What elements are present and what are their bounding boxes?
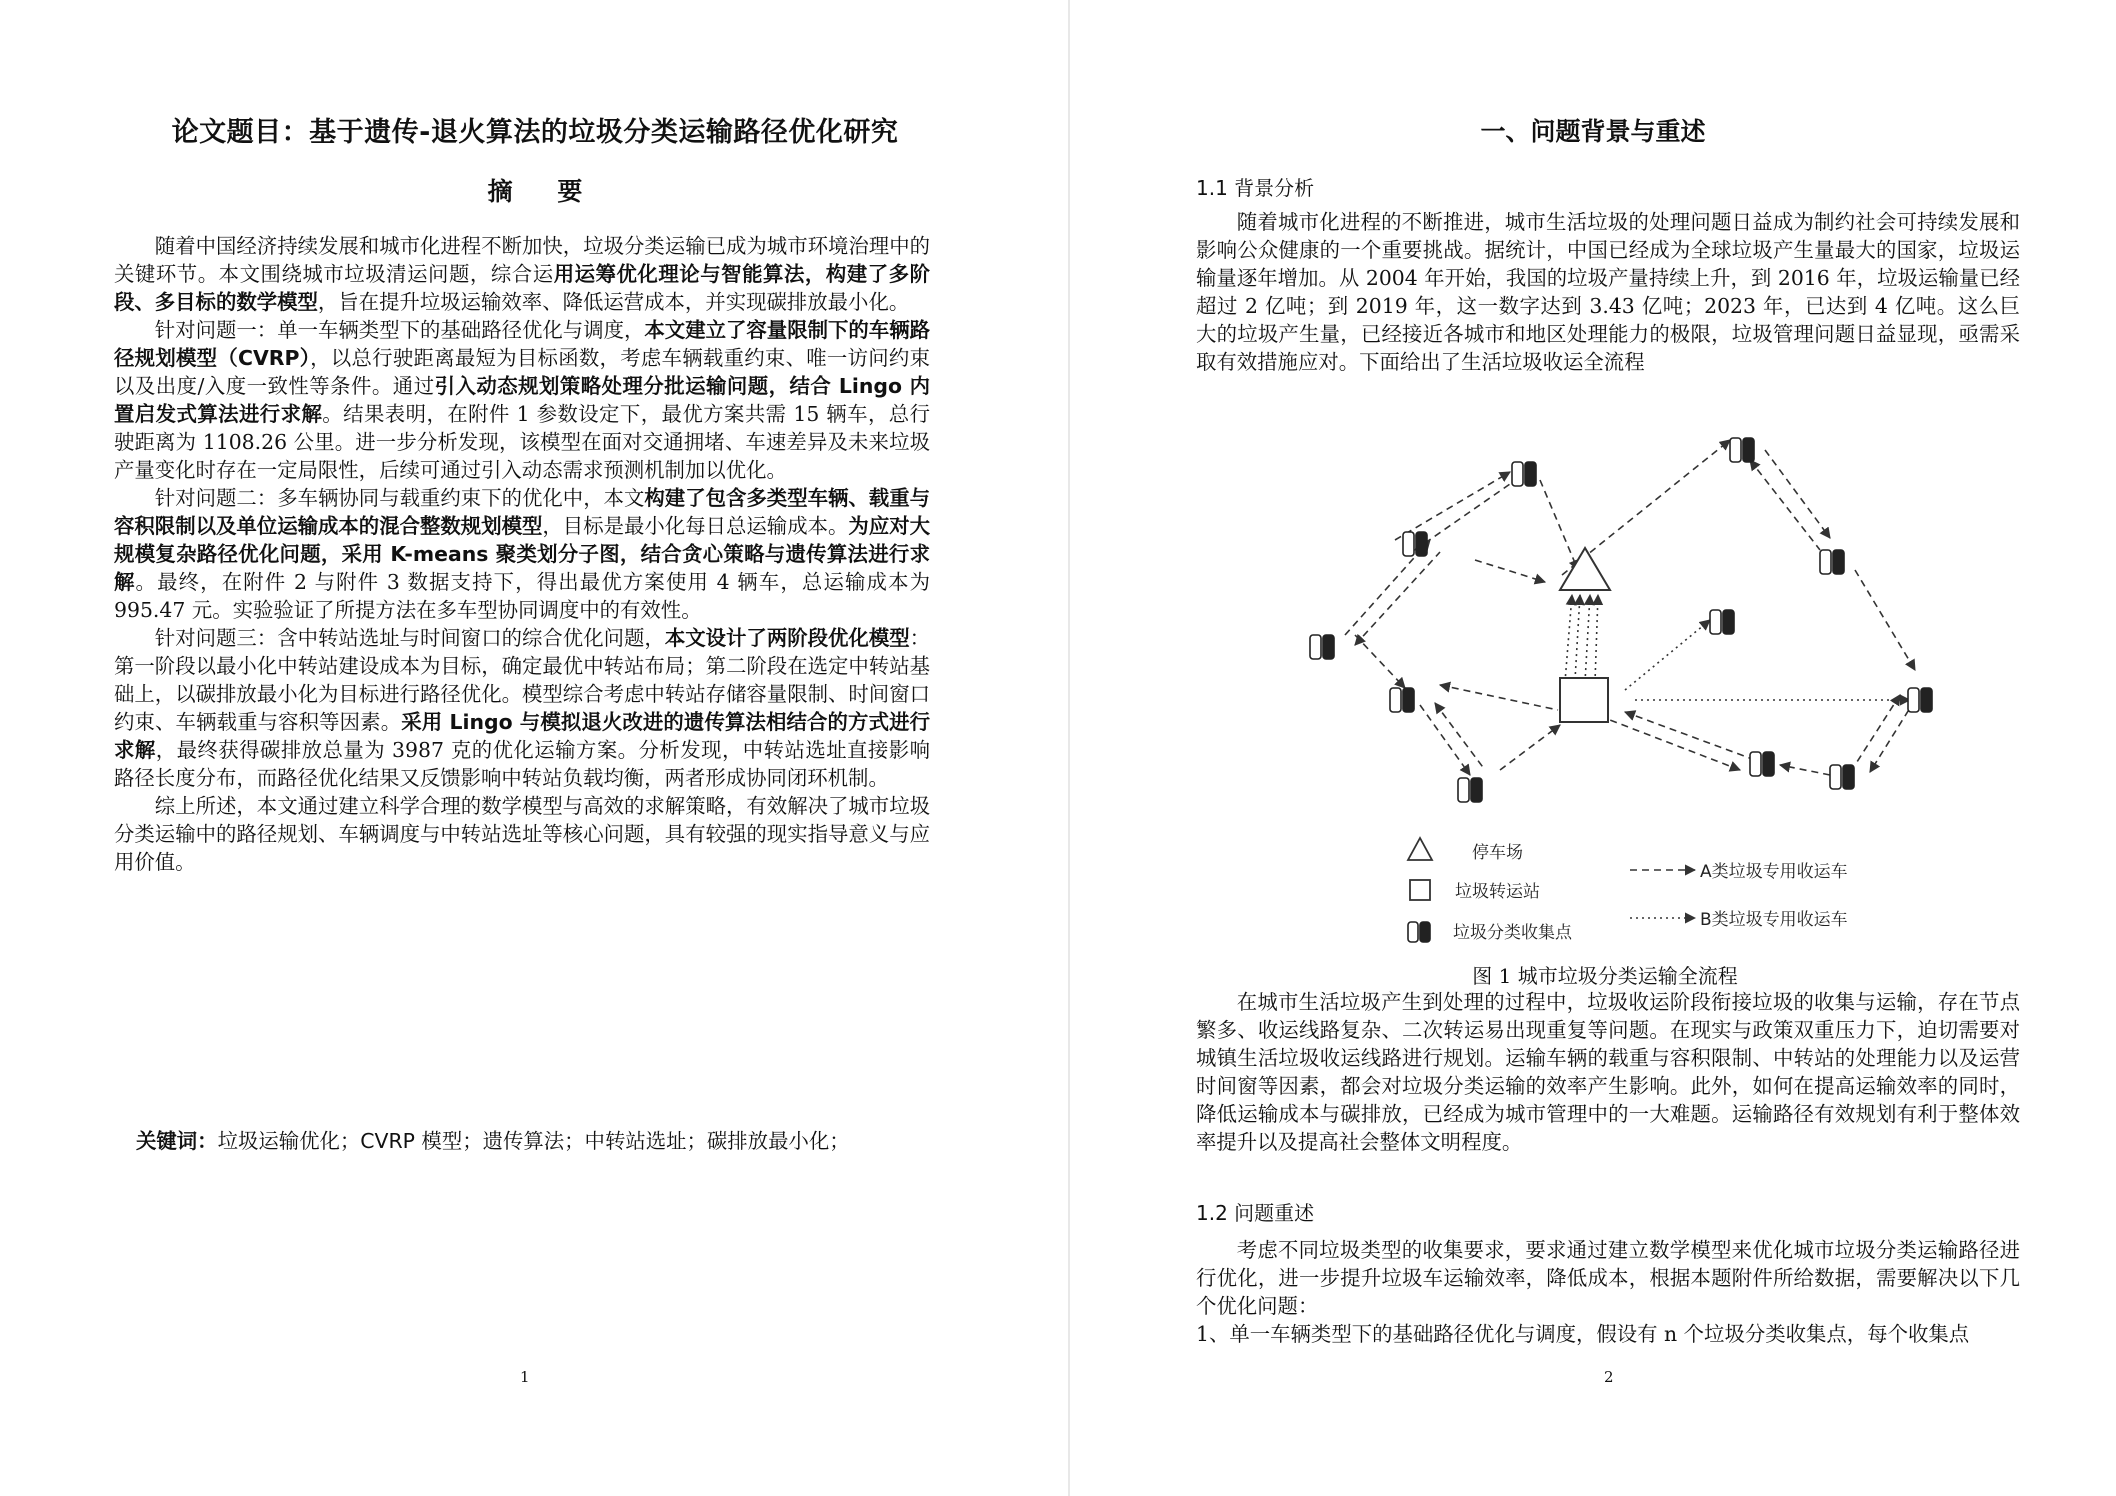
abstract-para-1: [114, 232, 930, 316]
collection-point: [1830, 765, 1854, 789]
parking-lot-node: [1560, 548, 1610, 590]
text-run: 。最终，在附件 2 与附件 3 数据支持下，得出最优方案使用 4 辆车，总运输成本为 995.47 元。实验验证了所提方法在多车型协同调度中的有效性。: [114, 570, 930, 622]
collection-point: [1390, 688, 1414, 712]
legend-transfer: 垃圾转运站: [1455, 882, 1540, 902]
text-run: 针对问题三：含中转站选址与时间窗口的综合优化问题，: [154, 626, 665, 650]
restatement-para: 考虑不同垃圾类型的收集要求，要求通过建立数学模型来优化城市垃圾分类运输路径进行优化，进一步提升垃圾车运输效率，降低成本，根据本题附件所给数据，需要解决以下几个优化问题：: [1196, 1238, 2020, 1318]
legend-triangle-icon: [1408, 838, 1432, 860]
flow-diagram: [1290, 420, 1970, 950]
legend-b: B类垃圾专用收运车: [1700, 910, 1848, 930]
flow-figure: [1290, 420, 1970, 950]
bold-run: 采用 Lingo 与模拟退火改进的遗传算法相结合的方式进行求解: [114, 710, 930, 762]
collection-point: [1730, 438, 1754, 462]
keywords-line: [136, 1125, 850, 1154]
route-edges: [1345, 440, 1915, 775]
background-body: [1196, 208, 2020, 376]
figure-legend: [1408, 838, 1848, 943]
collection-point: [1458, 778, 1482, 802]
collection-points: [1310, 438, 1932, 802]
abstract-para-2: [114, 316, 930, 484]
abstract-para-5: 综上所述，本文通过建立科学合理的数学模型与高效的求解策略，有效解决了城市垃圾分类运输中的路径规划、车辆调度与中转站选址等核心问题，具有较强的现实指导意义与应用价值。: [114, 794, 930, 874]
legend-collect: 垃圾分类收集点: [1453, 923, 1572, 943]
legend-a: A类垃圾专用收运车: [1700, 862, 1848, 882]
keywords-list: 垃圾运输优化；CVRP 模型；遗传算法；中转站选址；碳排放最小化；: [217, 1129, 850, 1153]
collection-point: [1512, 462, 1536, 486]
collection-point: [1710, 610, 1734, 634]
abstract-para-3: [114, 484, 930, 624]
text-run: 。结果表明，在附件 1 参数设定下，最优方案共需 15 辆车，总行驶距离为 1108.26 公里。进一步分析发现，该模型在面对交通拥堵、车速差异及未来垃圾产量变化时存在一定局限性，后续可通过引入动态需求预测机制加以优化。: [114, 402, 931, 482]
page-divider: [1068, 0, 1070, 1496]
paper-title: 论文题目：基于遗传-退火算法的垃圾分类运输路径优化研究: [171, 117, 899, 148]
page-number-1: 1: [520, 1368, 530, 1386]
section-title: 一、问题背景与重述: [1480, 117, 1706, 146]
collection-point: [1820, 550, 1844, 574]
bold-run: 用运筹优化理论与智能算法，构建了多阶段、多目标的数学模型: [114, 262, 931, 314]
abstract-heading: 摘 要: [487, 177, 601, 206]
keywords-label: 关键词：: [136, 1129, 218, 1153]
text-run: 随着中国经济持续发展和城市化进程不断加快，垃圾分类运输已成为城市环境治理中的关键环节。本文围绕城市垃圾清运问题，综合运: [114, 234, 930, 286]
bold-run: 本文建立了容量限制下的车辆路径规划模型（CVRP）: [114, 318, 930, 370]
collection-point: [1750, 752, 1774, 776]
subsection-1-2: 1.2 问题重述: [1196, 1201, 1315, 1225]
restatement-body: [1196, 1236, 2020, 1348]
text-run: ：第一阶段以最小化中转站建设成本为目标，确定最优中转站布局；第二阶段在选定中转站基础上，以碳排放最小化为目标进行路径优化。模型综合考虑中转站存储容量限制、时间窗口约束、车辆载重与容积等因素。: [114, 626, 931, 734]
transfer-station-node: [1560, 678, 1608, 722]
background-para: 随着城市化进程的不断推进，城市生活垃圾的处理问题日益成为制约社会可持续发展和影响公众健康的一个重要挑战。据统计，中国已经成为全球垃圾产生量最大的国家，垃圾运输量逐年增加。从 2004 年开始，我国的垃圾产量持续上升，到 2016 年，垃圾运输量已经超过 2 亿吨；到 2019 年，这一数字达到 3.43 亿吨；2023 年，已达到 4 亿吨。这么巨大的垃圾产生量，已经接近各城市和地区处理能力的极限，垃圾管理问题日益显现，亟需采取有效措施应对。下面给出了生活垃圾收运全流程: [1196, 210, 2020, 374]
text-run: ，旨在提升垃圾运输效率、降低运营成本，并实现碳排放最小化。: [317, 290, 910, 314]
abstract-para-4: [114, 624, 930, 792]
collection-point: [1310, 635, 1334, 659]
process-para: 在城市生活垃圾产生到处理的过程中，垃圾收运阶段衔接垃圾的收集与运输，存在节点繁多、收运线路复杂、二次转运易出现重复等问题。在现实与政策双重压力下，迫切需要对城镇生活垃圾收运线路进行规划。运输车辆的载重与容积限制、中转站的处理能力以及运营时间窗等因素，都会对垃圾分类运输的效率产生影响。此外，如何在提高运输效率的同时，降低运输成本与碳排放，已经成为城市管理中的一大难题。运输路径有效规划有利于整体效率提升以及提高社会整体文明程度。: [1196, 990, 2020, 1154]
figure-caption: 图 1 城市垃圾分类运输全流程: [1472, 964, 1738, 988]
legend-square-icon: [1410, 880, 1430, 900]
text-run: 针对问题二：多车辆协同与载重约束下的优化中，本文: [154, 486, 645, 510]
abstract-body: [114, 232, 930, 876]
text-run: ，最终获得碳排放总量为 3987 克的优化运输方案。分析发现，中转站选址直接影响路径长度分布，而路径优化结果又反馈影响中转站负载均衡，两者形成协同闭环机制。: [114, 738, 931, 790]
text-run: ，目标是最小化每日总运输成本。: [542, 514, 849, 538]
text-run: ，以总行驶距离最短为目标函数，考虑车辆载重约束、唯一访问约束以及出度/入度一致性等条件。通过: [114, 346, 930, 398]
bold-run: 本文设计了两阶段优化模型: [664, 626, 910, 650]
subsection-1-1: 1.1 背景分析: [1196, 176, 1315, 200]
legend-parking: 停车场: [1472, 843, 1523, 863]
text-run: 针对问题一：单一车辆类型下的基础路径优化与调度，: [154, 318, 645, 342]
collection-point: [1908, 688, 1932, 712]
legend-bin-icon: [1408, 922, 1430, 942]
collection-point: [1403, 532, 1427, 556]
restatement-item-1: 1、单一车辆类型下的基础路径优化与调度，假设有 n 个垃圾分类收集点，每个收集点: [1196, 1322, 1970, 1346]
process-body: [1196, 988, 2020, 1156]
bold-run: 引入动态规划策略处理分批运输问题，结合 Lingo 内置启发式算法进行求解: [114, 374, 930, 426]
bold-run: 为应对大规模复杂路径优化问题，采用 K-means 聚类划分子图，结合贪心策略与遗传算法进行求解: [114, 514, 931, 594]
page-number-2: 2: [1604, 1368, 1614, 1386]
bold-run: 构建了包含多类型车辆、载重与容积限制以及单位运输成本的混合整数规划模型: [114, 486, 930, 538]
